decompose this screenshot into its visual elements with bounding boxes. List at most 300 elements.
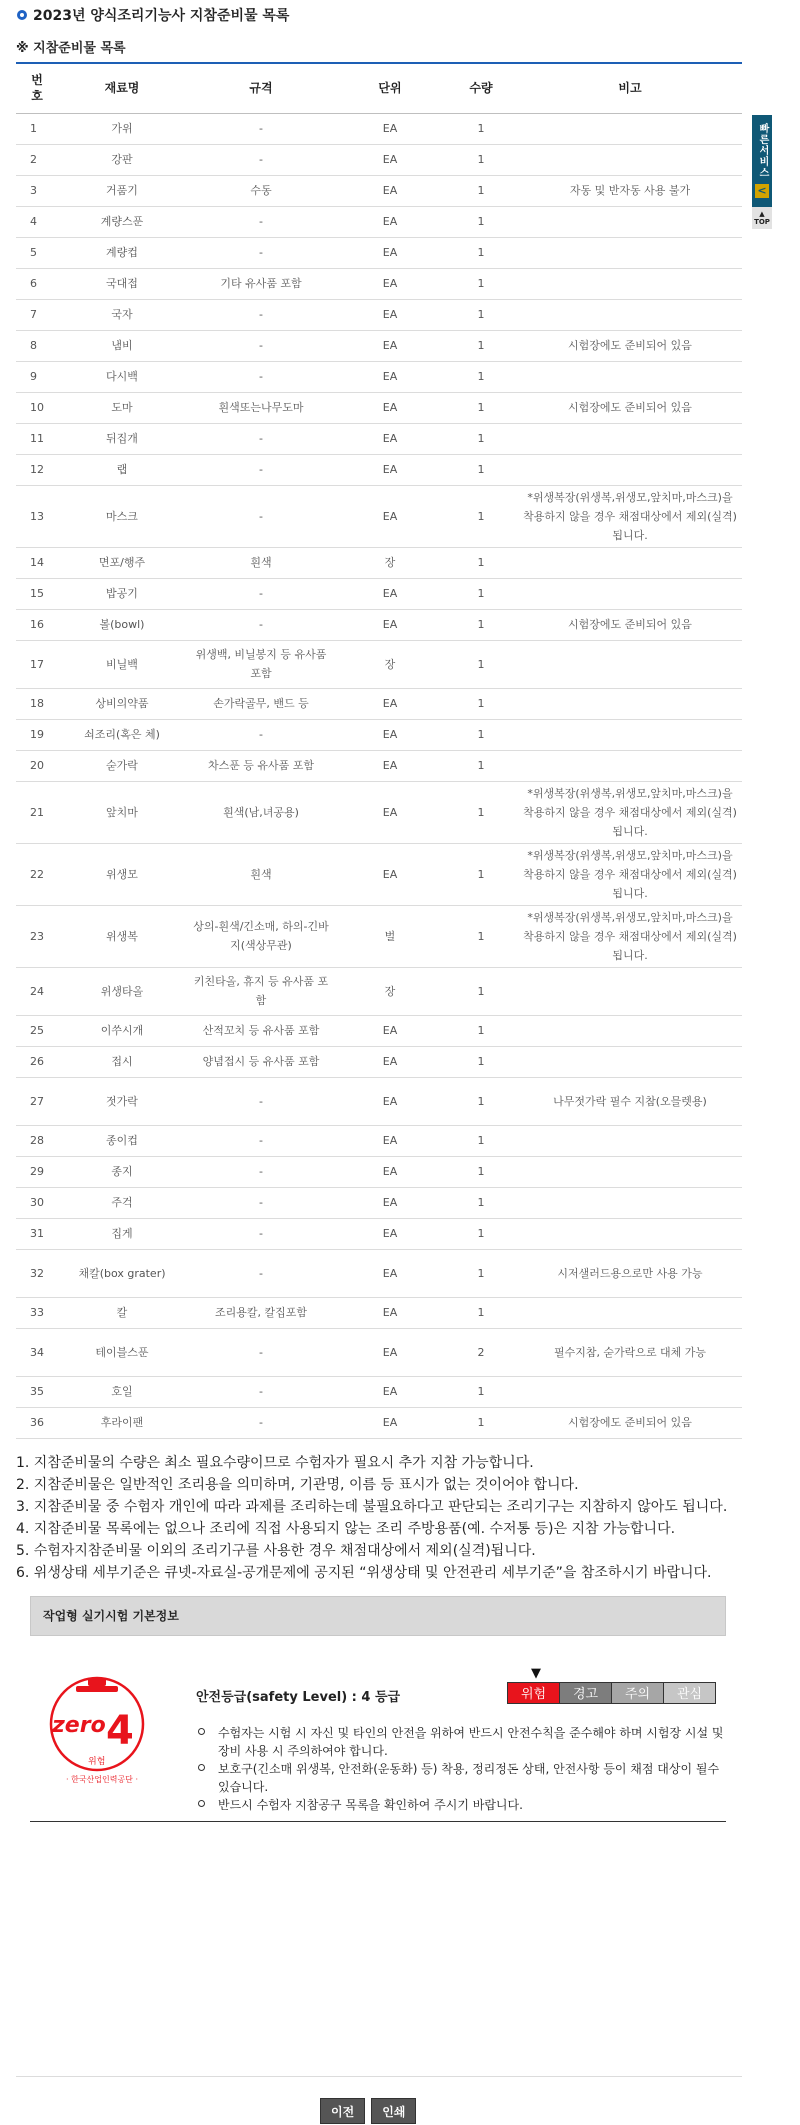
item-spec: - — [186, 454, 336, 485]
item-name: 종이컵 — [58, 1125, 186, 1156]
item-qty: 1 — [444, 750, 518, 781]
quick-service-label: 빠른서비스 — [757, 123, 768, 178]
item-spec: - — [186, 1125, 336, 1156]
item-qty: 2 — [444, 1328, 518, 1376]
table-row — [16, 361, 742, 392]
item-qty: 1 — [444, 299, 518, 330]
header-name: 재료명 — [58, 63, 186, 113]
item-spec: - — [186, 1328, 336, 1376]
item-note — [518, 1015, 742, 1046]
item-name: 국자 — [58, 299, 186, 330]
item-unit: EA — [336, 423, 444, 454]
row-number: 10 — [16, 392, 58, 423]
note-item: 1. 지참준비물의 수량은 최소 필요수량이므로 수험자가 필요시 추가 지참 가능합니다. — [16, 1454, 534, 1471]
item-spec: 위생백, 비닐봉지 등 유사품 포함 — [186, 640, 336, 688]
item-unit: EA — [336, 1046, 444, 1077]
item-spec: 차스푼 등 유사품 포함 — [186, 750, 336, 781]
page-content — [16, 0, 742, 1826]
item-unit: EA — [336, 206, 444, 237]
item-qty: 1 — [444, 1218, 518, 1249]
safety-bullet-text: 보호구(긴소매 위생복, 안전화(운동화) 등) 착용, 정리정돈 상태, 안전사항 등이 채점 대상이 될수 있습니다. — [218, 1761, 720, 1794]
level-caution: 주의 — [611, 1682, 664, 1704]
exam-info-header: 작업형 실기시험 기본정보 — [30, 1596, 726, 1636]
header-spec: 규격 — [186, 63, 336, 113]
materials-table — [16, 62, 742, 1439]
table-row — [16, 1297, 742, 1328]
note-item: 4. 지참준비물 목록에는 없으나 조리에 직접 사용되지 않는 조리 주방용품(예. 수저통 등)은 지참 가능합니다. — [16, 1520, 676, 1537]
item-qty: 1 — [444, 905, 518, 967]
row-number: 26 — [16, 1046, 58, 1077]
bottom-divider — [16, 2076, 742, 2077]
item-unit: EA — [336, 1077, 444, 1125]
logo-level-word: 위험 — [88, 1756, 106, 1767]
item-unit: EA — [336, 392, 444, 423]
item-name: 집게 — [58, 1218, 186, 1249]
row-number: 31 — [16, 1218, 58, 1249]
table-row — [16, 578, 742, 609]
item-name: 칼 — [58, 1297, 186, 1328]
item-qty: 1 — [444, 609, 518, 640]
item-spec: 상의-흰색/긴소매, 하의-긴바지(색상무관) — [186, 905, 336, 967]
item-name: 볼(bowl) — [58, 609, 186, 640]
print-button[interactable]: 인쇄 — [371, 2098, 416, 2124]
item-unit: EA — [336, 237, 444, 268]
item-spec: - — [186, 578, 336, 609]
row-number: 13 — [16, 485, 58, 547]
item-name: 채칼(box grater) — [58, 1249, 186, 1297]
row-number: 32 — [16, 1249, 58, 1297]
item-qty: 1 — [444, 843, 518, 905]
row-number: 15 — [16, 578, 58, 609]
page-title-bar — [16, 0, 742, 30]
note-item: 5. 수험자지참준비물 이외의 조리기구를 사용한 경우 채점대상에서 제외(실격)됩니다. — [16, 1542, 536, 1559]
item-qty: 1 — [444, 1077, 518, 1125]
item-spec: - — [186, 1249, 336, 1297]
item-name: 랩 — [58, 454, 186, 485]
row-number: 20 — [16, 750, 58, 781]
row-number: 30 — [16, 1187, 58, 1218]
item-note — [518, 1218, 742, 1249]
row-number: 5 — [16, 237, 58, 268]
note-item: 3. 지참준비물 중 수험자 개인에 따라 과제를 조리하는데 불필요하다고 판단되는 조리기구는 지참하지 않아도 됩니다. — [16, 1498, 728, 1515]
row-number: 36 — [16, 1407, 58, 1438]
item-name: 위생타올 — [58, 967, 186, 1015]
table-row — [16, 1156, 742, 1187]
item-unit: EA — [336, 781, 444, 843]
table-row — [16, 1376, 742, 1407]
item-note — [518, 144, 742, 175]
item-unit: EA — [336, 330, 444, 361]
table-row — [16, 206, 742, 237]
note-item: 2. 지참준비물은 일반적인 조리용을 의미하며, 기관명, 이름 등 표시가 없는 것이어야 합니다. — [16, 1476, 579, 1493]
item-note: 자동 및 반자동 사용 불가 — [518, 175, 742, 206]
item-unit: EA — [336, 361, 444, 392]
item-name: 접시 — [58, 1046, 186, 1077]
item-qty: 1 — [444, 1015, 518, 1046]
table-row — [16, 719, 742, 750]
item-note: 시저샐러드용으로만 사용 가능 — [518, 1249, 742, 1297]
item-spec: 산적꼬치 등 유사품 포함 — [186, 1015, 336, 1046]
back-to-top-button[interactable] — [752, 207, 772, 229]
prev-button[interactable]: 이전 — [320, 2098, 365, 2124]
item-qty: 1 — [444, 1297, 518, 1328]
item-note — [518, 640, 742, 688]
item-spec: - — [186, 1218, 336, 1249]
item-name: 앞치마 — [58, 781, 186, 843]
table-row — [16, 1407, 742, 1438]
table-row — [16, 454, 742, 485]
header-qty: 수량 — [444, 63, 518, 113]
item-name: 젓가락 — [58, 1077, 186, 1125]
level-pointer-icon: ▼ — [531, 1665, 541, 1681]
safety-bullet-text: 반드시 수험자 지참공구 목록을 확인하여 주시기 바랍니다. — [218, 1797, 523, 1812]
safety-level-scale — [507, 1682, 715, 1704]
item-unit: EA — [336, 113, 444, 144]
item-qty: 1 — [444, 330, 518, 361]
item-unit: EA — [336, 1407, 444, 1438]
table-row — [16, 237, 742, 268]
item-name: 냄비 — [58, 330, 186, 361]
item-unit: EA — [336, 144, 444, 175]
item-note: 시험장에도 준비되어 있음 — [518, 330, 742, 361]
item-qty: 1 — [444, 719, 518, 750]
logo-number-text: 4 — [106, 1707, 134, 1754]
header-no: 번 호 — [16, 63, 58, 113]
item-note: 시험장에도 준비되어 있음 — [518, 392, 742, 423]
row-number: 12 — [16, 454, 58, 485]
item-spec: 조리용칼, 칼집포함 — [186, 1297, 336, 1328]
item-spec: - — [186, 1077, 336, 1125]
item-spec: - — [186, 299, 336, 330]
item-note: *위생복장(위생복,위생모,앞치마,마스크)을 착용하지 않을 경우 채점대상에서 제외(실격)됩니다. — [518, 485, 742, 547]
item-spec: 수동 — [186, 175, 336, 206]
safety-bullet-item — [194, 1724, 734, 1760]
item-name: 주걱 — [58, 1187, 186, 1218]
circle-bullet-icon — [198, 1764, 205, 1771]
item-unit: 장 — [336, 640, 444, 688]
table-row — [16, 1187, 742, 1218]
item-spec: - — [186, 113, 336, 144]
item-qty: 1 — [444, 1407, 518, 1438]
item-qty: 1 — [444, 578, 518, 609]
item-spec: - — [186, 237, 336, 268]
table-row — [16, 175, 742, 206]
item-name: 면포/행주 — [58, 547, 186, 578]
row-number: 21 — [16, 781, 58, 843]
item-note — [518, 967, 742, 1015]
item-unit: EA — [336, 578, 444, 609]
item-spec: - — [186, 1407, 336, 1438]
safety-bullet-text: 수험자는 시험 시 자신 및 타인의 안전을 위하여 반드시 안전수칙을 준수해야 하며 시험장 시설 및 장비 사용 시 주의하여야 합니다. — [218, 1725, 724, 1758]
row-number: 24 — [16, 967, 58, 1015]
page-title: 2023년 양식조리기능사 지참준비물 목록 — [33, 8, 290, 24]
row-number: 6 — [16, 268, 58, 299]
circle-bullet-icon — [198, 1800, 205, 1807]
row-number: 33 — [16, 1297, 58, 1328]
item-spec: 흰색 — [186, 843, 336, 905]
exam-info-body — [16, 1636, 742, 1826]
table-row — [16, 1015, 742, 1046]
level-danger: 위험 — [507, 1682, 560, 1704]
row-number: 25 — [16, 1015, 58, 1046]
row-number: 34 — [16, 1328, 58, 1376]
item-qty: 1 — [444, 423, 518, 454]
table-row — [16, 967, 742, 1015]
level-warning: 경고 — [559, 1682, 612, 1704]
item-note — [518, 361, 742, 392]
table-row — [16, 392, 742, 423]
item-note — [518, 719, 742, 750]
item-qty: 1 — [444, 237, 518, 268]
table-row — [16, 905, 742, 967]
item-spec: - — [186, 144, 336, 175]
item-name: 종지 — [58, 1156, 186, 1187]
item-qty: 1 — [444, 1187, 518, 1218]
item-name: 뒤집개 — [58, 423, 186, 454]
table-row — [16, 113, 742, 144]
item-unit: EA — [336, 1328, 444, 1376]
table-row — [16, 781, 742, 843]
item-unit: EA — [336, 750, 444, 781]
notes-list — [16, 1452, 742, 1584]
item-spec: 손가락골무, 밴드 등 — [186, 688, 336, 719]
item-unit: EA — [336, 268, 444, 299]
item-name: 밥공기 — [58, 578, 186, 609]
item-spec: - — [186, 1376, 336, 1407]
item-qty: 1 — [444, 206, 518, 237]
item-name: 강판 — [58, 144, 186, 175]
row-number: 7 — [16, 299, 58, 330]
item-unit: EA — [336, 1125, 444, 1156]
item-name: 이쑤시개 — [58, 1015, 186, 1046]
item-unit: 장 — [336, 547, 444, 578]
item-note — [518, 1046, 742, 1077]
table-row — [16, 144, 742, 175]
table-row — [16, 843, 742, 905]
row-number: 28 — [16, 1125, 58, 1156]
item-spec: - — [186, 1187, 336, 1218]
item-unit: EA — [336, 1297, 444, 1328]
item-qty: 1 — [444, 1376, 518, 1407]
item-note — [518, 1156, 742, 1187]
row-number: 3 — [16, 175, 58, 206]
item-name: 호일 — [58, 1376, 186, 1407]
item-qty: 1 — [444, 175, 518, 206]
item-unit: EA — [336, 609, 444, 640]
item-name: 후라이팬 — [58, 1407, 186, 1438]
circle-bullet-icon — [198, 1728, 205, 1735]
item-spec: 흰색 — [186, 547, 336, 578]
item-qty: 1 — [444, 392, 518, 423]
row-number: 11 — [16, 423, 58, 454]
item-note — [518, 578, 742, 609]
row-number: 22 — [16, 843, 58, 905]
item-qty: 1 — [444, 144, 518, 175]
item-name: 국대접 — [58, 268, 186, 299]
item-note: 나무젓가락 필수 지참(오믈렛용) — [518, 1077, 742, 1125]
item-note — [518, 299, 742, 330]
item-note — [518, 423, 742, 454]
item-spec: - — [186, 719, 336, 750]
item-unit: EA — [336, 454, 444, 485]
item-name: 상비의약품 — [58, 688, 186, 719]
item-note — [518, 750, 742, 781]
item-note — [518, 1187, 742, 1218]
item-note: *위생복장(위생복,위생모,앞치마,마스크)을 착용하지 않을 경우 채점대상에서 제외(실격)됩니다. — [518, 905, 742, 967]
row-number: 2 — [16, 144, 58, 175]
exam-info-box — [16, 1596, 742, 1826]
caret-up-icon: ▲ — [759, 210, 765, 218]
table-row — [16, 750, 742, 781]
top-label: TOP — [754, 218, 770, 226]
table-row — [16, 1125, 742, 1156]
item-unit: EA — [336, 1015, 444, 1046]
item-qty: 1 — [444, 967, 518, 1015]
item-qty: 1 — [444, 1125, 518, 1156]
table-row — [16, 1046, 742, 1077]
safety-bullet-item — [194, 1796, 734, 1814]
item-qty: 1 — [444, 1249, 518, 1297]
item-unit: EA — [336, 299, 444, 330]
item-name: 비닐백 — [58, 640, 186, 688]
quick-service-tab[interactable] — [752, 115, 772, 207]
item-spec: - — [186, 1156, 336, 1187]
item-unit: EA — [336, 485, 444, 547]
row-number: 17 — [16, 640, 58, 688]
item-name: 계량컵 — [58, 237, 186, 268]
row-number: 14 — [16, 547, 58, 578]
item-unit: EA — [336, 688, 444, 719]
item-qty: 1 — [444, 454, 518, 485]
item-note — [518, 268, 742, 299]
table-row — [16, 609, 742, 640]
item-spec: - — [186, 206, 336, 237]
row-number: 19 — [16, 719, 58, 750]
item-spec: 양념접시 등 유사품 포함 — [186, 1046, 336, 1077]
item-unit: EA — [336, 1249, 444, 1297]
item-note: 시험장에도 준비되어 있음 — [518, 1407, 742, 1438]
item-qty: 1 — [444, 485, 518, 547]
table-row — [16, 268, 742, 299]
row-number: 16 — [16, 609, 58, 640]
item-name: 계량스푼 — [58, 206, 186, 237]
table-row — [16, 1328, 742, 1376]
section-subtitle: ※ 지참준비물 목록 — [16, 40, 126, 56]
safety-bullet-item — [194, 1760, 734, 1796]
table-row — [16, 330, 742, 361]
item-qty: 1 — [444, 688, 518, 719]
item-spec: - — [186, 423, 336, 454]
item-qty: 1 — [444, 547, 518, 578]
table-row — [16, 299, 742, 330]
row-number: 1 — [16, 113, 58, 144]
item-note — [518, 1376, 742, 1407]
header-note: 비고 — [518, 63, 742, 113]
item-qty: 1 — [444, 1046, 518, 1077]
table-body — [16, 113, 742, 1438]
item-unit: EA — [336, 719, 444, 750]
item-note — [518, 206, 742, 237]
item-note — [518, 454, 742, 485]
row-number: 27 — [16, 1077, 58, 1125]
item-spec: - — [186, 330, 336, 361]
item-note — [518, 547, 742, 578]
item-note: *위생복장(위생복,위생모,앞치마,마스크)을 착용하지 않을 경우 채점대상에서 제외(실격)됩니다. — [518, 843, 742, 905]
row-number: 8 — [16, 330, 58, 361]
row-number: 35 — [16, 1376, 58, 1407]
info-divider — [30, 1821, 726, 1822]
table-row — [16, 485, 742, 547]
note-item: 6. 위생상태 세부기준은 큐넷-자료실-공개문제에 공지된 “위생상태 및 안전관리 세부기준”을 참조하시기 바랍니다. — [16, 1564, 712, 1581]
safety-bullets — [194, 1724, 734, 1814]
item-name: 테이블스푼 — [58, 1328, 186, 1376]
item-note: *위생복장(위생복,위생모,앞치마,마스크)을 착용하지 않을 경우 채점대상에서 제외(실격)됩니다. — [518, 781, 742, 843]
level-interest: 관심 — [663, 1682, 716, 1704]
item-name: 도마 — [58, 392, 186, 423]
item-unit: EA — [336, 1376, 444, 1407]
item-spec: - — [186, 609, 336, 640]
item-name: 쇠조리(혹은 체) — [58, 719, 186, 750]
table-header-row — [16, 63, 742, 113]
table-row — [16, 423, 742, 454]
item-name: 숟가락 — [58, 750, 186, 781]
item-spec: 흰색(남,녀공용) — [186, 781, 336, 843]
table-row — [16, 1218, 742, 1249]
safety-level-title: 안전등급(safety Level) : 4 등급 — [196, 1689, 401, 1705]
logo-brand-text: zero — [52, 1712, 106, 1738]
item-spec: 흰색또는나무도마 — [186, 392, 336, 423]
item-name: 위생모 — [58, 843, 186, 905]
item-note — [518, 1297, 742, 1328]
chevron-left-icon: < — [755, 184, 769, 198]
item-name: 거품기 — [58, 175, 186, 206]
item-unit: EA — [336, 1218, 444, 1249]
item-qty: 1 — [444, 640, 518, 688]
item-name: 가위 — [58, 113, 186, 144]
circle-bullet-icon — [17, 10, 27, 20]
item-note: 필수지참, 숟가락으로 대체 가능 — [518, 1328, 742, 1376]
item-qty: 1 — [444, 361, 518, 392]
item-name: 다시백 — [58, 361, 186, 392]
table-row — [16, 547, 742, 578]
item-spec: - — [186, 485, 336, 547]
logo-org-text: · 한국산업인력공단 · — [66, 1774, 138, 1784]
table-row — [16, 640, 742, 688]
item-unit: EA — [336, 1187, 444, 1218]
table-row — [16, 1077, 742, 1125]
item-unit: 장 — [336, 967, 444, 1015]
item-spec: 키친타올, 휴지 등 유사품 포함 — [186, 967, 336, 1015]
safety-zero-logo-icon — [36, 1666, 158, 1788]
item-name: 위생복 — [58, 905, 186, 967]
item-unit: EA — [336, 1156, 444, 1187]
item-unit: EA — [336, 175, 444, 206]
item-qty: 1 — [444, 113, 518, 144]
row-number: 23 — [16, 905, 58, 967]
item-name: 마스크 — [58, 485, 186, 547]
item-qty: 1 — [444, 1156, 518, 1187]
header-unit: 단위 — [336, 63, 444, 113]
row-number: 4 — [16, 206, 58, 237]
table-row — [16, 688, 742, 719]
item-note — [518, 113, 742, 144]
row-number: 9 — [16, 361, 58, 392]
item-note — [518, 1125, 742, 1156]
row-number: 29 — [16, 1156, 58, 1187]
item-note: 시험장에도 준비되어 있음 — [518, 609, 742, 640]
item-unit: 벌 — [336, 905, 444, 967]
item-spec: 기타 유사품 포함 — [186, 268, 336, 299]
